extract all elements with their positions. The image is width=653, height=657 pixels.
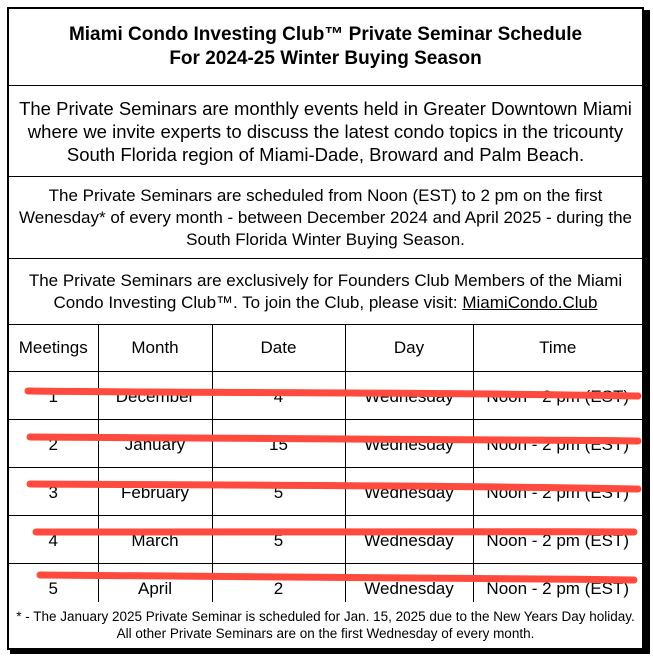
meeting-date: 5 xyxy=(212,516,345,564)
meeting-number: 4 xyxy=(9,516,98,564)
meeting-number: 1 xyxy=(9,372,98,420)
header-date: Date xyxy=(212,325,345,372)
table-header-row xyxy=(9,325,642,372)
meeting-time: Noon - 2 pm (EST) xyxy=(473,516,642,564)
header-month: Month xyxy=(98,325,212,372)
membership-note xyxy=(9,259,642,325)
meeting-date: 5 xyxy=(212,468,345,516)
meeting-date: 2 xyxy=(212,564,345,612)
meeting-date: 4 xyxy=(212,372,345,420)
meeting-day: Wednesday xyxy=(345,516,473,564)
meeting-number: 2 xyxy=(9,420,98,468)
meeting-day: Wednesday xyxy=(345,468,473,516)
intro-paragraph: The Private Seminars are monthly events held in Greater Downtown Miami where we invite experts to discuss the latest condo topics in the tricounty South Florida region of Miami-Dade, Broward and Palm Beach. xyxy=(9,86,642,177)
meeting-day: Wednesday xyxy=(345,564,473,612)
club-link[interactable]: MiamiCondo.Club xyxy=(462,292,598,312)
meeting-day: Wednesday xyxy=(345,372,473,420)
table-row xyxy=(9,372,642,420)
meeting-time: Noon - 2 pm (EST) xyxy=(473,420,642,468)
title-line-1: Miami Condo Investing Club™ Private Seminar Schedule xyxy=(68,24,583,45)
title-line-2: For 2024-25 Winter Buying Season xyxy=(169,48,482,69)
footnote: * - The January 2025 Private Seminar is scheduled for Jan. 15, 2025 due to the New Years Day holiday. All other Private Seminars are on the first Wednesday of every month. xyxy=(9,602,642,648)
schedule-card xyxy=(7,7,644,650)
table-row xyxy=(9,468,642,516)
header-meetings: Meetings xyxy=(9,325,98,372)
table-row xyxy=(9,516,642,564)
meeting-number: 3 xyxy=(9,468,98,516)
table-row xyxy=(9,420,642,468)
meeting-date: 15 xyxy=(212,420,345,468)
schedule-title xyxy=(9,9,642,86)
meeting-time: Noon - 2 pm (EST) xyxy=(473,564,642,612)
schedule-note: The Private Seminars are scheduled from Noon (EST) to 2 pm on the first Wenesday* of every month - between December 2024 and April 2025 - during the South Florida Winter Buying Season. xyxy=(9,177,642,259)
meeting-time: Noon - 2 pm (EST) xyxy=(473,372,642,420)
meeting-number: 5 xyxy=(9,564,98,612)
header-time: Time xyxy=(473,325,642,372)
meeting-month: March xyxy=(98,516,212,564)
membership-text: The Private Seminars are exclusively for Founders Club Members of the Miami Condo Investing Club™. To join the Club, please visit: xyxy=(28,270,623,312)
meeting-day: Wednesday xyxy=(345,420,473,468)
header-day: Day xyxy=(345,325,473,372)
seminar-table xyxy=(9,325,642,612)
meeting-month: April xyxy=(98,564,212,612)
meeting-month: February xyxy=(98,468,212,516)
meeting-month: January xyxy=(98,420,212,468)
meeting-time: Noon - 2 pm (EST) xyxy=(473,468,642,516)
meeting-month: December xyxy=(98,372,212,420)
